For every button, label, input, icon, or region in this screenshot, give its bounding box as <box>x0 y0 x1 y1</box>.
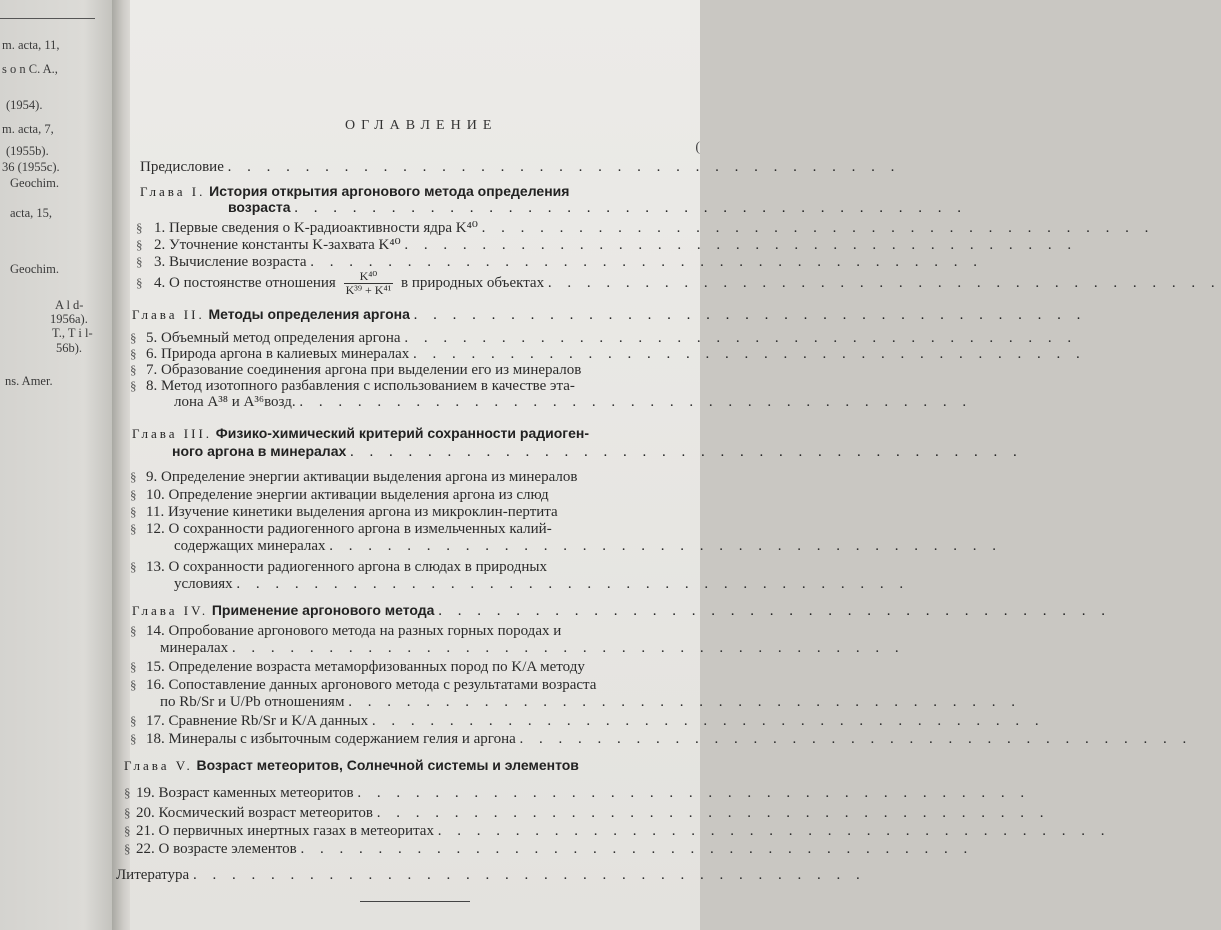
chapter-heading-3: Глава III. Физико-химический критерий сохранности радиоген- <box>132 425 590 441</box>
left-fragment: m. acta, 11, <box>2 38 60 52</box>
toc-entry-cont: содержащих минералах . . . . . . . . . . . . . . . . . . . . . . . . . . . . . . . . . . . <box>174 538 1003 554</box>
chapter-heading-1-cont: возраста . . . . . . . . . . . . . . . . . . . . . . . . . . . . . . . . . . . <box>228 199 968 216</box>
toc-entry-literature: Литература . . . . . . . . . . . . . . . . . . . . . . . . . . . . . . . . . . . <box>116 867 866 883</box>
left-fragment: 1956a). <box>50 312 88 326</box>
left-fragment: A l d- <box>55 298 84 312</box>
left-fragment: 56b). <box>56 341 83 355</box>
toc-entry: § 11. Изучение кинетики выделения аргона из микроклин-пертита <box>130 504 558 520</box>
toc-entry: § 7. Образование соединения аргона при выделении его из минералов <box>130 362 582 378</box>
toc-entry: § 20. Космический возраст метеоритов . . . . . . . . . . . . . . . . . . . . . . . . . . . . . . . . . . . <box>124 805 1050 821</box>
toc-entry: § 10. Определение энергии активации выделения аргона из слюд <box>130 487 549 503</box>
toc-entry: § 4. О постоянстве отношения $\frac{\text{K⁴⁰}}{\text{K³⁹ + K⁴¹}}$ в природных объектах . . . . . . . . . . . . . . . . . . . . . . . . . . . . . . . . . . . <box>136 269 1221 298</box>
left-fragment: (1954). <box>6 98 43 112</box>
toc-entry: § 1. Первые сведения о K-радиоактивности ядра K⁴⁰ . . . . . . . . . . . . . . . . . . . . . . . . . . . . . . . . . . . <box>136 220 1155 236</box>
toc-entry: § 15. Определение возраста метаморфизованных пород по K/A методу <box>130 659 585 675</box>
toc-entry: § 12. О сохранности радиогенного аргона в измельченных калий- <box>130 521 552 537</box>
toc-entry: § 6. Природа аргона в калиевых минералах . . . . . . . . . . . . . . . . . . . . . . . . . . . . . . . . . . . <box>130 346 1086 362</box>
toc-entry: § 21. О первичных инертных газах в метеоритах . . . . . . . . . . . . . . . . . . . . . . . . . . . . . . . . . . . <box>124 823 1111 839</box>
toc-entry: § 13. О сохранности радиогенного аргона в слюдах в природных <box>130 559 547 575</box>
left-fragment: ns. Amer. <box>5 374 53 388</box>
footer-rule <box>360 901 470 902</box>
left-fragment: (1955b). <box>6 144 49 158</box>
chapter-heading-1: Глава I. История открытия аргонового метода определения <box>140 183 570 199</box>
cut-off-page-number: ( <box>695 140 700 155</box>
left-fragment: s o n C. A., <box>2 62 58 76</box>
contents-page <box>116 0 1221 930</box>
chapter-heading-2: Глава II. Методы определения аргона . . . . . . . . . . . . . . . . . . . . . . . . . . . . . . . . . . . <box>132 306 1087 323</box>
isotope-ratio-fraction: $\frac{\text{K⁴⁰}}{\text{K³⁹ + K⁴¹}}$ <box>345 269 392 298</box>
toc-entry: § 5. Объемный метод определения аргона . . . . . . . . . . . . . . . . . . . . . . . . . . . . . . . . . . . <box>130 330 1078 346</box>
chapter-heading-4: Глава IV. Применение аргонового метода . . . . . . . . . . . . . . . . . . . . . . . . . . . . . . . . . . . <box>132 602 1111 619</box>
toc-entry: § 8. Метод изотопного разбавления с использованием в качестве эта- <box>130 378 575 394</box>
chapter-heading-5: Глава V. Возраст метеоритов, Солнечной системы и элементов <box>124 757 579 773</box>
left-fragment: 36 (1955c). <box>2 160 60 174</box>
toc-entry-cont: условиях . . . . . . . . . . . . . . . . . . . . . . . . . . . . . . . . . . . <box>174 576 910 592</box>
header-rule <box>0 18 95 19</box>
toc-entry: § 19. Возраст каменных метеоритов . . . . . . . . . . . . . . . . . . . . . . . . . . . . . . . . . . . <box>124 785 1031 801</box>
left-fragment: Geochim. <box>10 262 59 276</box>
toc-entry: § 3. Вычисление возраста . . . . . . . . . . . . . . . . . . . . . . . . . . . . . . . . . . . <box>136 254 984 270</box>
toc-entry: § 17. Сравнение Rb/Sr и K/A данных . . . . . . . . . . . . . . . . . . . . . . . . . . . . . . . . . . . <box>130 713 1045 729</box>
chapter-heading-3-cont: ного аргона в минералах . . . . . . . . . . . . . . . . . . . . . . . . . . . . . . . . . . . <box>172 443 1023 460</box>
toc-entry: § 14. Опробование аргонового метода на разных горных породах и <box>130 623 562 639</box>
toc-entry-preface: Предисловие . . . . . . . . . . . . . . . . . . . . . . . . . . . . . . . . . . . <box>140 159 901 175</box>
toc-entry: § 22. О возрасте элементов . . . . . . . . . . . . . . . . . . . . . . . . . . . . . . . . . . . <box>124 841 974 857</box>
toc-entry-cont: лона A³⁸ и A³⁶возд. . . . . . . . . . . . . . . . . . . . . . . . . . . . . . . . . . . . <box>174 394 973 410</box>
toc-entry: § 16. Сопоставление данных аргонового метода с результатами возраста <box>130 677 597 693</box>
left-fragment: T., T i l- <box>52 326 93 340</box>
toc-entry-cont: по Rb/Sr и U/Pb отношениям . . . . . . . . . . . . . . . . . . . . . . . . . . . . . . . . . . . <box>160 694 1021 710</box>
toc-entry: § 2. Уточнение константы K-захвата K⁴⁰ . . . . . . . . . . . . . . . . . . . . . . . . . . . . . . . . . . . <box>136 237 1078 253</box>
left-fragment: Geochim. <box>10 176 59 190</box>
left-fragment: acta, 15, <box>10 206 52 220</box>
left-fragment: m. acta, 7, <box>2 122 54 136</box>
previous-page <box>0 0 120 930</box>
page-title: ОГЛАВЛЕНИЕ <box>345 118 498 133</box>
toc-entry: § 18. Минералы с избыточным содержанием гелия и аргона . . . . . . . . . . . . . . . . . . . . . . . . . . . . . . . . . . . <box>130 731 1193 747</box>
toc-entry-cont: минералах . . . . . . . . . . . . . . . . . . . . . . . . . . . . . . . . . . . <box>160 640 905 656</box>
toc-entry: § 9. Определение энергии активации выделения аргона из минералов <box>130 469 578 485</box>
